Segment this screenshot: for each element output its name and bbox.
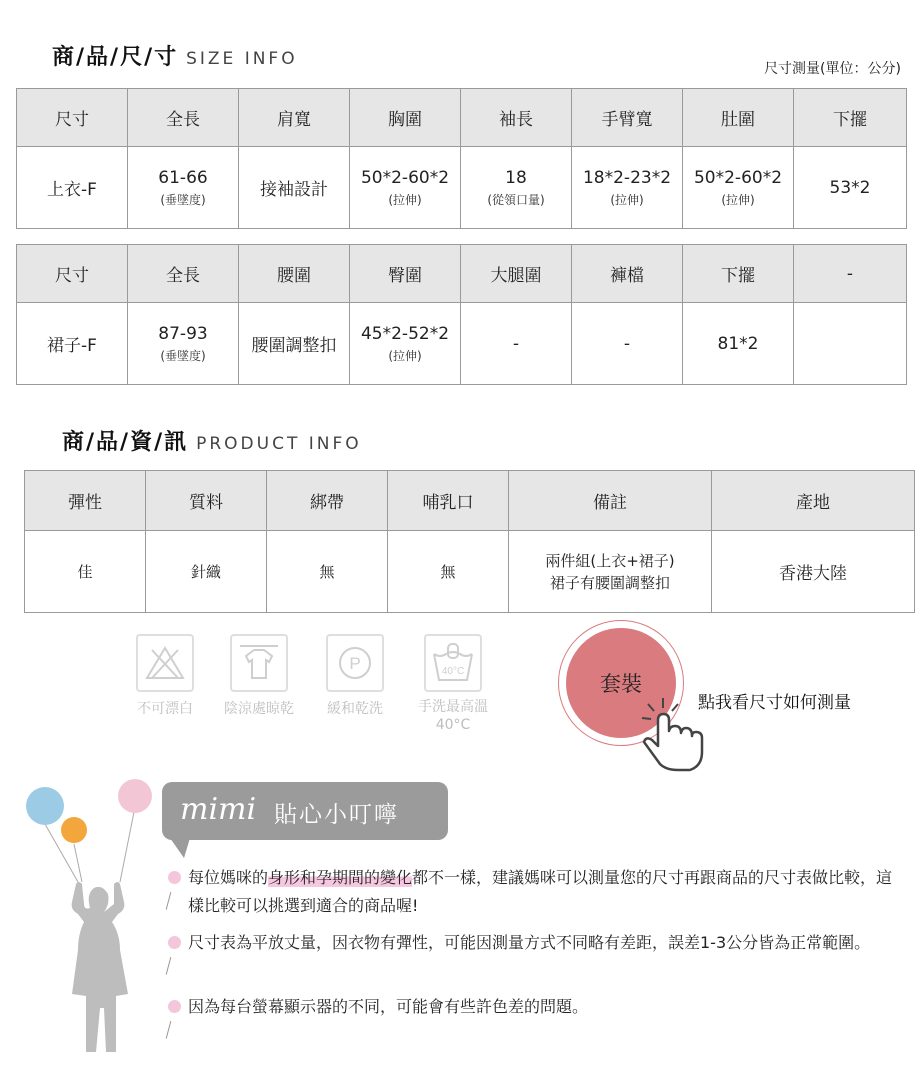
dry-clean-p-icon	[326, 634, 384, 692]
bubble-tail	[170, 838, 190, 858]
table-cell	[572, 147, 683, 229]
header-cell: 全長	[128, 89, 239, 147]
top-table-header-row	[17, 89, 907, 147]
top-size-table	[16, 88, 907, 229]
header-cell: 肚圍	[683, 89, 794, 147]
no-bleach-icon	[136, 634, 194, 692]
header-cell: 肩寬	[239, 89, 350, 147]
header-cell: -	[794, 245, 907, 303]
bullet-dot	[168, 871, 181, 884]
care-label: 緩和乾洗	[327, 701, 383, 717]
table-cell: 針織	[146, 531, 267, 613]
header-cell: 產地	[712, 471, 915, 531]
cell-value: 裙子-F	[47, 336, 97, 356]
cell-value: -	[512, 333, 520, 354]
header-cell: 袖長	[461, 89, 572, 147]
header-cell: 尺寸	[17, 245, 128, 303]
care-item	[120, 634, 210, 718]
tips-title-bubble	[162, 782, 448, 840]
tip-text: 因為每台螢幕顯示器的不同，可能會有些許色差的問題。	[188, 997, 589, 1016]
cell-value: 腰圍調整扣	[251, 336, 337, 356]
header-cell: 下擺	[794, 89, 907, 147]
cell-value: 61-66	[158, 167, 208, 188]
table-cell: 佳	[25, 531, 146, 613]
cell-value: 50*2-60*2	[693, 167, 783, 188]
cell-value: 87-93	[158, 323, 208, 344]
header-cell: 胸圍	[350, 89, 461, 147]
cell-value: 50*2-60*2	[360, 167, 450, 188]
care-label: 陰涼處晾乾	[224, 701, 294, 717]
cell-note: (拉伸)	[388, 192, 422, 207]
tips-title-text: 貼心小叮嚀	[274, 802, 399, 828]
cell-note: (垂墜度)	[160, 192, 206, 207]
cell-note: (拉伸)	[721, 192, 755, 207]
table-cell	[350, 303, 461, 385]
table-cell	[572, 303, 683, 385]
info-table-header-row	[25, 471, 915, 531]
product-title: 商/品/資/訊	[62, 430, 189, 455]
header-cell: 腰圍	[239, 245, 350, 303]
size-subtitle: SIZE INFO	[186, 49, 298, 69]
cell-value: -	[623, 333, 631, 354]
cell-value: 81*2	[717, 333, 759, 354]
skirt-size-table	[16, 244, 907, 385]
care-label: 不可漂白	[137, 701, 193, 717]
wash-temp: 40°C	[441, 666, 465, 677]
header-cell: 褲檔	[572, 245, 683, 303]
header-cell: 臀圍	[350, 245, 461, 303]
table-cell	[794, 147, 907, 229]
girl-balloons-illustration	[20, 772, 170, 1062]
care-item	[310, 634, 400, 718]
table-cell: 無	[388, 531, 509, 613]
bullet-dot	[168, 1000, 181, 1013]
tip-item	[168, 864, 898, 920]
cell-value: 53*2	[829, 177, 871, 198]
table-cell	[17, 303, 128, 385]
table-cell	[239, 147, 350, 229]
size-section-title	[52, 40, 298, 71]
header-cell: 彈性	[25, 471, 146, 531]
table-cell	[128, 147, 239, 229]
header-cell: 備註	[509, 471, 712, 531]
table-cell	[794, 303, 907, 385]
product-info-table	[24, 470, 915, 613]
cell-value: 接袖設計	[260, 180, 328, 200]
skirt-table-header-row	[17, 245, 907, 303]
top-table-row	[17, 147, 907, 229]
cell-value: 上衣-F	[47, 180, 97, 200]
tip-text-pre: 每位媽咪的	[188, 868, 269, 887]
table-cell	[461, 147, 572, 229]
measure-guide-link[interactable]: 點我看尺寸如何測量	[698, 693, 851, 713]
cell-note: (從領口量)	[487, 192, 545, 207]
header-cell: 綁帶	[267, 471, 388, 531]
header-cell: 尺寸	[17, 89, 128, 147]
set-badge: 套裝	[566, 628, 676, 738]
product-subtitle: PRODUCT INFO	[196, 434, 362, 454]
care-item	[214, 634, 304, 718]
header-cell: 全長	[128, 245, 239, 303]
unit-note: 尺寸測量(單位：公分)	[764, 61, 901, 77]
table-cell	[17, 147, 128, 229]
info-table-row	[25, 531, 915, 613]
tip-item	[168, 993, 898, 1021]
table-cell	[350, 147, 461, 229]
table-cell: 無	[267, 531, 388, 613]
table-cell	[683, 147, 794, 229]
tip-highlight: 身形和孕期間的變化	[268, 868, 413, 887]
cell-value: 45*2-52*2	[360, 323, 450, 344]
header-cell: 下擺	[683, 245, 794, 303]
tip-item	[168, 929, 898, 957]
bullet-dot	[168, 936, 181, 949]
cell-note: (拉伸)	[388, 348, 422, 363]
tip-text: 尺寸表為平放丈量，因衣物有彈性，可能因測量方式不同略有差距，誤差1-3公分皆為正常範圍。	[188, 933, 871, 952]
header-cell: 哺乳口	[388, 471, 509, 531]
cell-note: (垂墜度)	[160, 348, 206, 363]
table-cell	[683, 303, 794, 385]
table-cell	[239, 303, 350, 385]
care-label: 手洗最高溫 40°C	[418, 699, 488, 733]
svg-text:P: P	[349, 654, 361, 673]
tip-text-post: 都不一樣，建議媽咪可以測量您的尺寸再跟商品的尺寸表做比較，這樣比較可以挑選到適合的商品喔!	[188, 868, 893, 915]
table-cell	[461, 303, 572, 385]
product-section-title	[62, 425, 362, 456]
skirt-table-row	[17, 303, 907, 385]
tip-text	[188, 864, 898, 920]
care-item	[408, 634, 498, 734]
cell-value: 18*2-23*2	[582, 167, 672, 188]
cell-note: (拉伸)	[610, 192, 644, 207]
size-title: 商/品/尺/寸	[52, 45, 179, 70]
table-cell: 香港大陸	[712, 531, 915, 613]
tips-title-script: mimi	[180, 792, 257, 827]
header-cell: 大腿圍	[461, 245, 572, 303]
table-cell	[128, 303, 239, 385]
table-cell: 兩件組(上衣+裙子) 裙子有腰圍調整扣	[509, 531, 712, 613]
header-cell: 質料	[146, 471, 267, 531]
cell-value: 18	[505, 167, 527, 188]
header-cell: 手臂寬	[572, 89, 683, 147]
shade-dry-icon	[230, 634, 288, 692]
hand-wash-icon	[424, 634, 482, 692]
